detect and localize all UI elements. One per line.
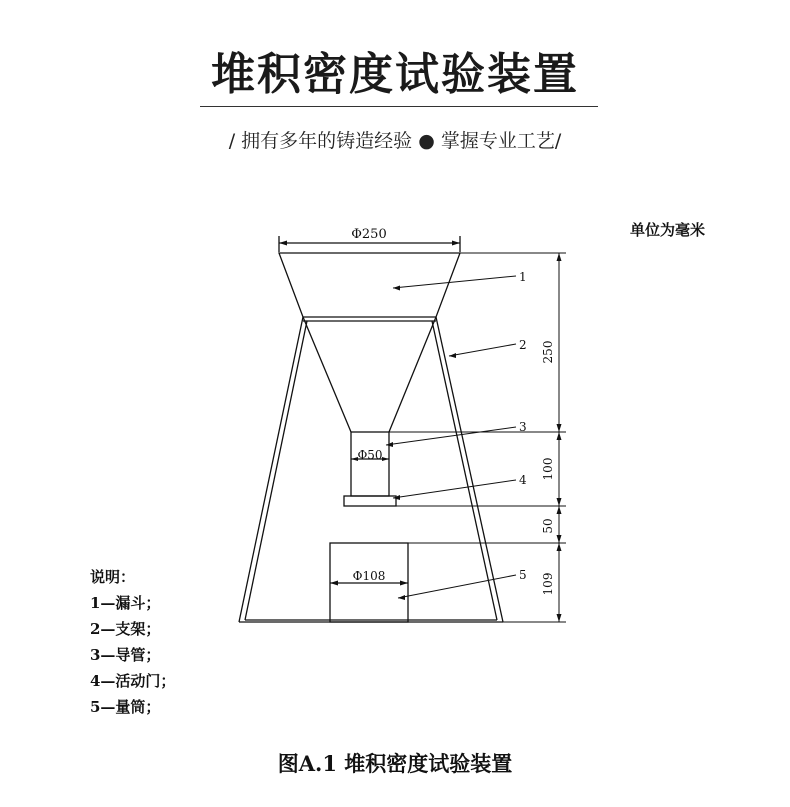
callout-2: 2	[519, 338, 527, 352]
dim-vertical-chain	[389, 253, 566, 622]
dim-label-tube: Φ50	[357, 448, 383, 462]
leader-lines	[386, 276, 516, 600]
dim-label-gap-height: 50	[541, 518, 555, 534]
callout-1: 1	[519, 270, 527, 284]
dim-label-cylinder: Φ108	[352, 569, 386, 583]
callout-3: 3	[519, 420, 527, 434]
dim-label-tube-height: 100	[541, 457, 555, 481]
guide-tube	[351, 432, 389, 496]
movable-door	[344, 496, 396, 506]
dim-label-cylinder-height: 109	[541, 572, 555, 596]
callout-5: 5	[519, 568, 527, 582]
legend	[90, 564, 175, 720]
legend-item: 3—导管；	[90, 646, 161, 664]
funnel-cone	[303, 317, 436, 432]
legend-item: 1—漏斗；	[90, 594, 161, 612]
dim-label-funnel-height: 250	[541, 340, 555, 364]
slogan: / 拥有多年的铸造经验 ● 掌握专业工艺/	[228, 130, 562, 152]
unit-note: 单位为毫米	[630, 221, 706, 239]
legend-item: 4—活动门；	[90, 672, 176, 690]
legend-item: 5—量筒；	[90, 698, 161, 716]
dim-label-funnel-top: Φ250	[351, 227, 387, 242]
page-title: 堆积密度试验装置	[211, 49, 579, 100]
funnel-rim	[279, 253, 460, 317]
figure-caption: 图A.1 堆积密度试验装置	[277, 751, 513, 776]
callout-4: 4	[519, 473, 527, 487]
legend-heading: 说明：	[90, 568, 136, 586]
legend-item: 2—支架；	[90, 620, 161, 638]
